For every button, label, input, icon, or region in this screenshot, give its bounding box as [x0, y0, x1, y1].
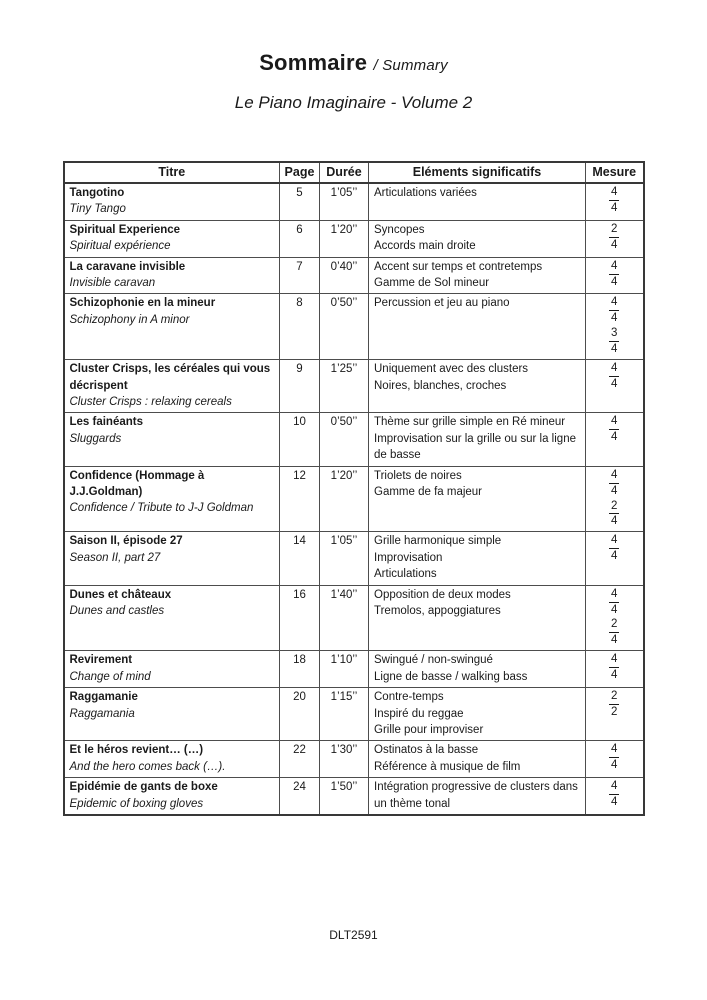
piece-title-french: Cluster Crisps, les céréales qui vous décrispent [69, 363, 271, 392]
time-signature-numerator: 4 [609, 652, 619, 668]
title-cell [64, 183, 280, 220]
time-signature-numerator: 2 [609, 689, 619, 705]
time-signature-denominator: 4 [611, 275, 618, 288]
duration: 1’40’’ [320, 585, 369, 651]
table-row [64, 413, 644, 466]
title-cell [64, 651, 280, 688]
element-item: Thème sur grille simple en Ré mineur [374, 416, 566, 429]
piece-title-french: Spiritual Experience [69, 223, 181, 236]
piece-title-french: Tangotino [69, 187, 125, 199]
element-item: Accent sur temps et contretemps [374, 260, 543, 273]
time-signature [609, 587, 619, 618]
time-signature-denominator: 2 [611, 706, 618, 719]
piece-title-english: Season II, part 27 [69, 551, 161, 564]
element-item: Inspiré du reggae [374, 707, 464, 720]
table-row [64, 183, 644, 220]
table-row [64, 585, 644, 651]
element-item: Tremolos, appoggiatures [374, 605, 501, 617]
element-item: Swingué / non-swingué [374, 654, 493, 667]
time-signature [609, 742, 619, 773]
time-signature [609, 259, 619, 290]
page-number: 6 [280, 220, 320, 257]
time-signature-numerator: 4 [609, 533, 619, 549]
title-cell [64, 532, 280, 585]
elements-cell [369, 294, 586, 360]
page-number: 14 [280, 532, 320, 585]
table-row [64, 741, 644, 778]
piece-title-french: Les fainéants [69, 416, 143, 429]
time-signature [609, 617, 619, 648]
measure-cell [586, 360, 644, 413]
piece-title-french: Revirement [69, 654, 133, 667]
piece-title-english: Spiritual expérience [69, 240, 171, 253]
time-signature-numerator: 4 [609, 361, 619, 377]
piece-title-french: Saison II, épisode 27 [69, 535, 183, 548]
duration: 1’25’’ [320, 360, 369, 413]
duration: 1’10’’ [320, 651, 369, 688]
time-signature-denominator: 4 [611, 431, 618, 444]
element-item: Opposition de deux modes [374, 588, 511, 601]
time-signature-numerator: 2 [609, 617, 619, 633]
piece-title-french: Schizophonie en la mineur [69, 297, 216, 310]
piece-title-english: Dunes and castles [69, 605, 165, 617]
title-cell [64, 741, 280, 778]
elements-cell [369, 688, 586, 741]
duration: 1’20’’ [320, 466, 369, 532]
table-row [64, 360, 644, 413]
time-signature-numerator: 3 [609, 326, 619, 342]
title-cell [64, 413, 280, 466]
table-row [64, 532, 644, 585]
time-signature [609, 468, 619, 499]
table-row [64, 257, 644, 294]
table-row [64, 466, 644, 532]
title-cell [64, 585, 280, 651]
element-item: Référence à musique de film [374, 760, 521, 773]
time-signature [609, 533, 619, 564]
time-signature-numerator: 4 [609, 414, 619, 430]
duration: 0’40’’ [320, 257, 369, 294]
duration: 1’30’’ [320, 741, 369, 778]
document-header [0, 0, 707, 113]
element-item: Accords main droite [374, 240, 476, 253]
elements-cell [369, 466, 586, 532]
piece-title-english: Cluster Crisps : relaxing cereals [69, 396, 232, 408]
piece-title-english: And the hero comes back (…). [69, 760, 226, 773]
column-header-duree: Durée [320, 162, 369, 183]
header-row [64, 162, 644, 183]
piece-title-french: Epidémie de gants de boxe [69, 781, 218, 794]
element-item: Articulations variées [374, 187, 477, 199]
element-item: Intégration progressive de clusters dans un thème tonal [374, 781, 578, 810]
time-signature-denominator: 4 [611, 515, 618, 528]
time-signature [609, 499, 619, 530]
page-number: 22 [280, 741, 320, 778]
time-signature-denominator: 4 [611, 343, 618, 356]
time-signature-denominator: 4 [611, 312, 618, 325]
element-item: Syncopes [374, 223, 425, 236]
time-signature-denominator: 4 [611, 669, 618, 682]
page-number: 5 [280, 183, 320, 220]
time-signature-numerator: 4 [609, 185, 619, 201]
time-signature [609, 652, 619, 683]
duration: 0’50’’ [320, 294, 369, 360]
title-cell [64, 466, 280, 532]
piece-title-english: Tiny Tango [69, 203, 126, 216]
duration: 1’50’’ [320, 778, 369, 815]
time-signature-denominator: 4 [611, 201, 618, 214]
time-signature-denominator: 4 [611, 634, 618, 647]
piece-title-english: Change of mind [69, 670, 151, 683]
column-header-titre: Titre [64, 162, 280, 183]
time-signature [609, 222, 619, 253]
time-signature-numerator: 4 [609, 587, 619, 603]
elements-cell [369, 585, 586, 651]
time-signature-denominator: 4 [611, 484, 618, 497]
title-cell [64, 778, 280, 815]
title-cell [64, 220, 280, 257]
measure-cell [586, 257, 644, 294]
volume-subtitle: Le Piano Imaginaire - Volume 2 [234, 93, 473, 112]
measure-cell [586, 413, 644, 466]
element-item: Improvisation [374, 551, 443, 564]
time-signature [609, 185, 619, 216]
element-item: Gamme de Sol mineur [374, 277, 490, 290]
page-number: 18 [280, 651, 320, 688]
piece-title-english: Invisible caravan [69, 277, 156, 290]
page-number: 10 [280, 413, 320, 466]
piece-title-french: Raggamanie [69, 691, 138, 704]
page-number: 20 [280, 688, 320, 741]
element-item: Articulations [374, 568, 437, 581]
page-number: 12 [280, 466, 320, 532]
element-item: Noires, blanches, croches [374, 379, 507, 392]
elements-cell [369, 778, 586, 815]
duration: 1’15’’ [320, 688, 369, 741]
element-item: Gamme de fa majeur [374, 486, 483, 499]
time-signature [609, 361, 619, 392]
duration: 1’05’’ [320, 532, 369, 585]
piece-title-english: Epidemic of boxing gloves [69, 797, 204, 810]
page-title [0, 50, 707, 76]
measure-cell [586, 651, 644, 688]
toc-table-header [64, 162, 644, 183]
measure-cell [586, 741, 644, 778]
time-signature-numerator: 4 [609, 468, 619, 484]
table-row [64, 688, 644, 741]
duration: 1’20’’ [320, 220, 369, 257]
time-signature [609, 414, 619, 445]
piece-title-french: La caravane invisible [69, 260, 186, 273]
measure-cell [586, 688, 644, 741]
piece-title-english: Schizophony in A minor [69, 313, 190, 326]
elements-cell [369, 183, 586, 220]
element-item: Contre-temps [374, 691, 444, 704]
elements-cell [369, 257, 586, 294]
time-signature [609, 326, 619, 357]
table-row [64, 220, 644, 257]
toc-table-body [64, 183, 644, 815]
elements-cell [369, 220, 586, 257]
page-title-main: Sommaire [259, 50, 368, 75]
title-cell [64, 257, 280, 294]
element-item: Grille pour improviser [374, 723, 484, 736]
element-item: Ligne de basse / walking bass [374, 670, 528, 683]
catalog-code: DLT2591 [329, 928, 378, 942]
time-signature-denominator: 4 [611, 378, 618, 391]
duration: 0’50’’ [320, 413, 369, 466]
time-signature [609, 779, 619, 810]
piece-title-english: Sluggards [69, 432, 122, 445]
piece-title-french: Et le héros revient… (…) [69, 744, 204, 757]
time-signature-numerator: 4 [609, 742, 619, 758]
element-item: Grille harmonique simple [374, 535, 502, 548]
page-title-translation: / Summary [373, 57, 448, 74]
table-row [64, 651, 644, 688]
measure-cell [586, 778, 644, 815]
title-cell [64, 294, 280, 360]
table-row [64, 294, 644, 360]
element-item: Triolets de noires [374, 469, 462, 482]
title-cell [64, 360, 280, 413]
time-signature-numerator: 2 [609, 499, 619, 515]
time-signature-numerator: 4 [609, 295, 619, 311]
measure-cell [586, 585, 644, 651]
elements-cell [369, 413, 586, 466]
time-signature-denominator: 4 [611, 759, 618, 772]
time-signature-numerator: 4 [609, 779, 619, 795]
piece-title-french: Confidence (Hommage à J.J.Goldman) [69, 469, 205, 499]
title-cell [64, 688, 280, 741]
page-number: 9 [280, 360, 320, 413]
elements-cell [369, 741, 586, 778]
page-number: 16 [280, 585, 320, 651]
column-header-elements: Eléments significatifs [369, 162, 586, 183]
element-item: Percussion et jeu au piano [374, 297, 510, 310]
measure-cell [586, 532, 644, 585]
elements-cell [369, 532, 586, 585]
piece-title-french: Dunes et châteaux [69, 588, 172, 601]
elements-cell [369, 651, 586, 688]
element-item: Ostinatos à la basse [374, 744, 479, 757]
column-header-mesure: Mesure [586, 162, 644, 183]
measure-cell [586, 220, 644, 257]
column-header-page: Page [280, 162, 320, 183]
time-signature [609, 689, 619, 720]
duration: 1’05’’ [320, 183, 369, 220]
measure-cell [586, 294, 644, 360]
time-signature-denominator: 4 [611, 550, 618, 563]
time-signature-numerator: 2 [609, 222, 619, 238]
time-signature-denominator: 4 [611, 238, 618, 251]
measure-cell [586, 183, 644, 220]
time-signature-denominator: 4 [611, 603, 618, 616]
table-row [64, 778, 644, 815]
piece-title-english: Raggamania [69, 707, 135, 720]
page-number: 7 [280, 257, 320, 294]
time-signature-denominator: 4 [611, 796, 618, 809]
element-item: Uniquement avec des clusters [374, 363, 529, 376]
piece-title-english: Confidence / Tribute to J-J Goldman [69, 502, 254, 515]
page-number: 8 [280, 294, 320, 360]
elements-cell [369, 360, 586, 413]
element-item: Improvisation sur la grille ou sur la ligne de basse [374, 432, 576, 462]
time-signature [609, 295, 619, 326]
measure-cell [586, 466, 644, 532]
page-number: 24 [280, 778, 320, 815]
time-signature-numerator: 4 [609, 259, 619, 275]
toc-table [63, 161, 645, 816]
